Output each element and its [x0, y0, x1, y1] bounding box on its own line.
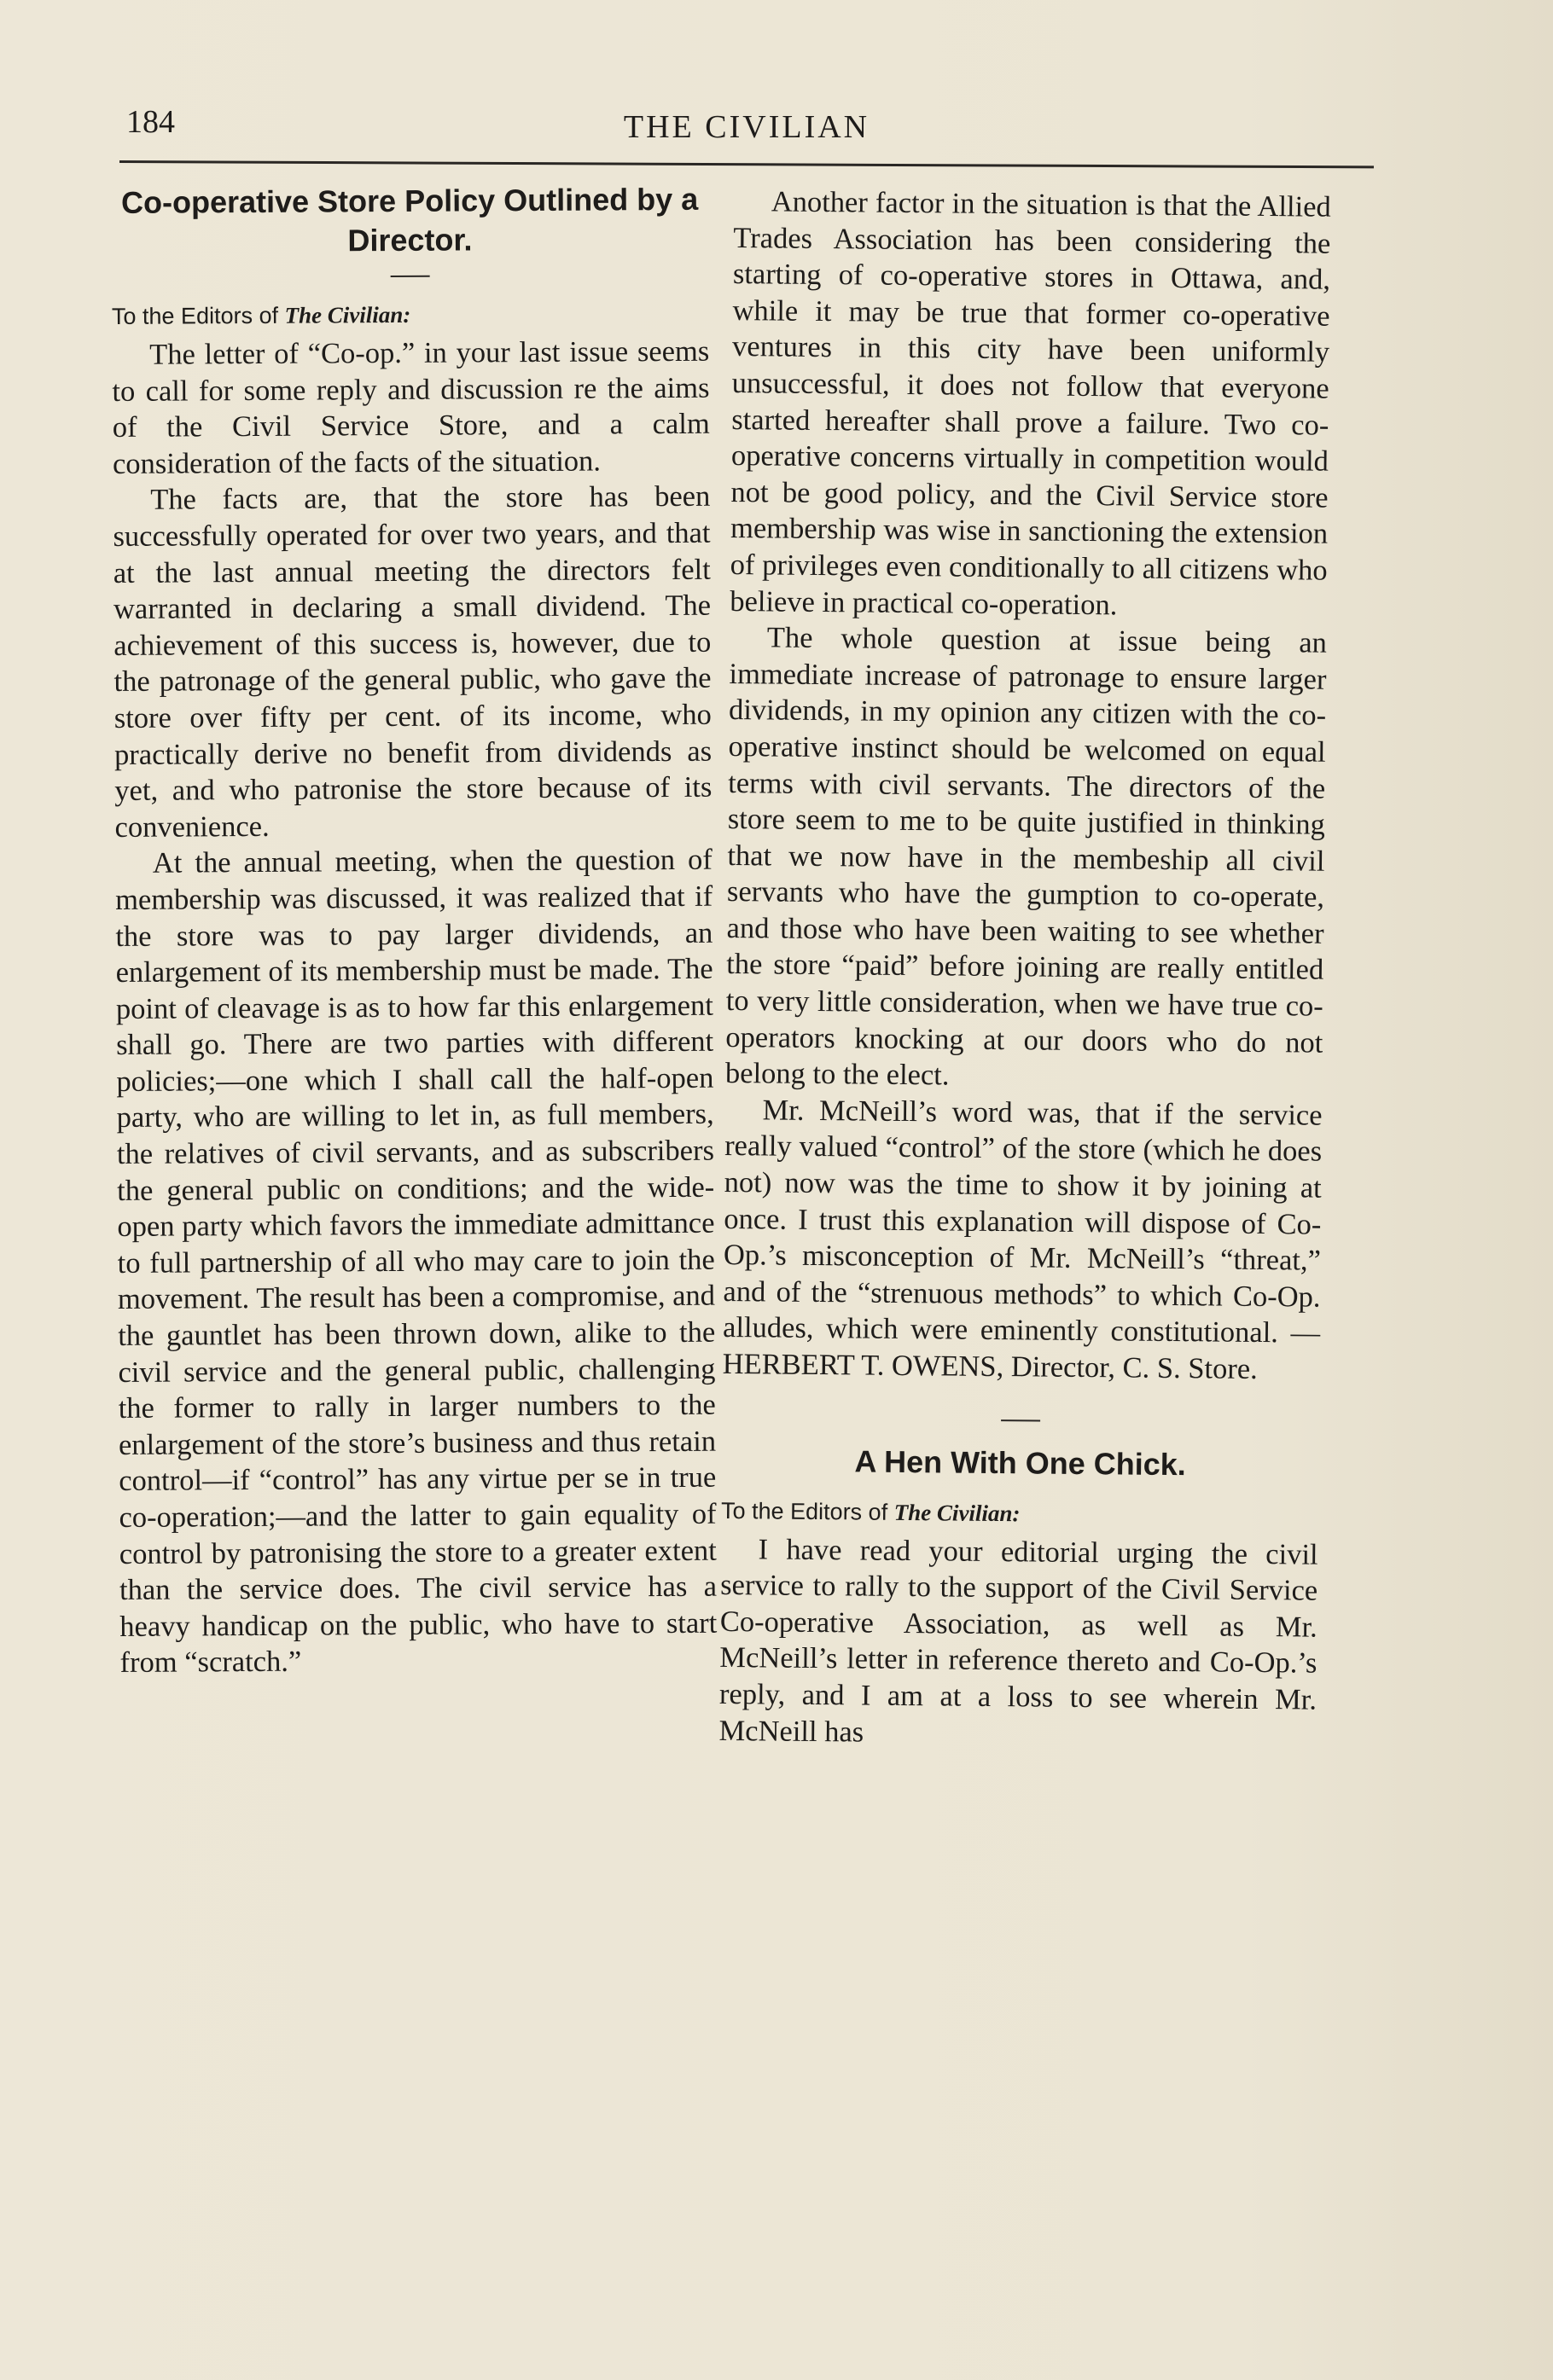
paragraph: The whole question at issue being an immediate increase of patronage to ensure larger dividends, in my opinion any citizen with the co-operative instinct should be welcomed on equal terms with civil servants. The directors of the store seem to me to be quite justified in thinking that we now have in the membeship all civil servants who have the gumption to co-operate, and those who have been waiting to see whether the store “paid” before joining are really entitled to very little consideration, when we have true co-operators knocking at our doors who do not belong to the elect. — [724, 621, 1328, 1092]
salutation-prefix: To the Editors of — [720, 1497, 888, 1525]
article-title-coop-store: Co-operative Store Policy Outlined by a Director. — [120, 181, 699, 258]
salutation-publication: The Civilian: — [893, 1499, 1021, 1526]
salutation-prefix: To the Editors of — [111, 302, 279, 329]
paragraph: I have read your editorial urging the civil service to rally to the support of the Civil Service Co-operative Association, as well as Mr. McNeill’s letter in reference thereto and Co-Op.’s reply, and I am at a loss to see wherein Mr. McNeill has — [718, 1532, 1318, 1749]
right-column — [718, 183, 1331, 1755]
title-separator — [391, 276, 430, 277]
paragraph: Another factor in the situation is that the Allied Trades Association has been considering the starting of co-operative stores in Ottawa, and, while it may be true that former co-operative ventures in this city have been uniformly unsuccessful, it does not follow that everyone started hereafter shall prove a failure. Two co-operative concerns virtually in competition would not be good policy, and the Civil Service store membership was wise in sanctioning the extension of privileges even conditionally to all citizens who believe in practical co-operation. — [730, 185, 1331, 621]
left-column — [111, 180, 718, 1681]
page-header — [119, 98, 1374, 158]
paragraph — [723, 1092, 1323, 1388]
salutation-publication: The Civilian: — [284, 301, 411, 328]
salutation — [112, 298, 709, 332]
article-separator — [1001, 1419, 1040, 1421]
journal-title: THE CIVILIAN — [623, 109, 870, 145]
article-title-hen-chick: A Hen With One Chick. — [854, 1443, 1186, 1482]
paragraph: The facts are, that the store has been successfully operated for over two years, and that at the last annual meeting the directors felt warranted in declaring a small dividend. The achievement of this success is, however, due to the patronage of the general public, who gave the store over fifty per cent. of its income, who practically derive no benefit from dividends as yet, and who patronise the store because of its convenience. — [113, 480, 713, 844]
page-number: 184 — [126, 104, 175, 140]
paragraph: The letter of “Co-op.” in your last issue seems to call for some reply and discussion re the aims of the Civil Service Store, and a calm consideration of the facts of the situation. — [112, 334, 710, 480]
signature: — HERBERT T. OWENS, Director, C. S. Store. — [722, 1316, 1321, 1385]
header-rule — [119, 160, 1374, 168]
paragraph: At the annual meeting, when the question of membership was discussed, it was realized that if the store was to pay larger dividends, an enlargement of its membership must be made. The point of cleavage is as to how far this enlargement shall go. There are two parties with different policies;—one which I shall call the half-open party, who are willing to let in, as full members, the relatives of civil servants, and as subscribers the general public on conditions; and the wide-open party which favors the immediate admittance to full partnership of all who may care to join the movement. The result has been a compromise, and the gauntlet has been thrown down, alike to the civil service and the general public, challenging the former to rally in larger numbers to the enlargement of the store’s business and thus retain control—if “control” has any virtue per se in true co-operation;—and the latter to gain equality of control by patronising the store to a greater extent than the service does. The civil service has a heavy handicap on the public, who have to start from “scratch.” — [115, 844, 718, 1680]
salutation — [721, 1495, 1318, 1532]
paragraph-text: Mr. McNeill’s word was, that if the service really valued “control” of the store (which he does not) now was the time to show it by joining at once. I trust this explanation will dispose of Co-Op.’s misconception of Mr. McNeill’s “threat,” and of the “strenuous methods” to which Co-Op. alludes, which were eminently constitutional. — [722, 1094, 1323, 1350]
